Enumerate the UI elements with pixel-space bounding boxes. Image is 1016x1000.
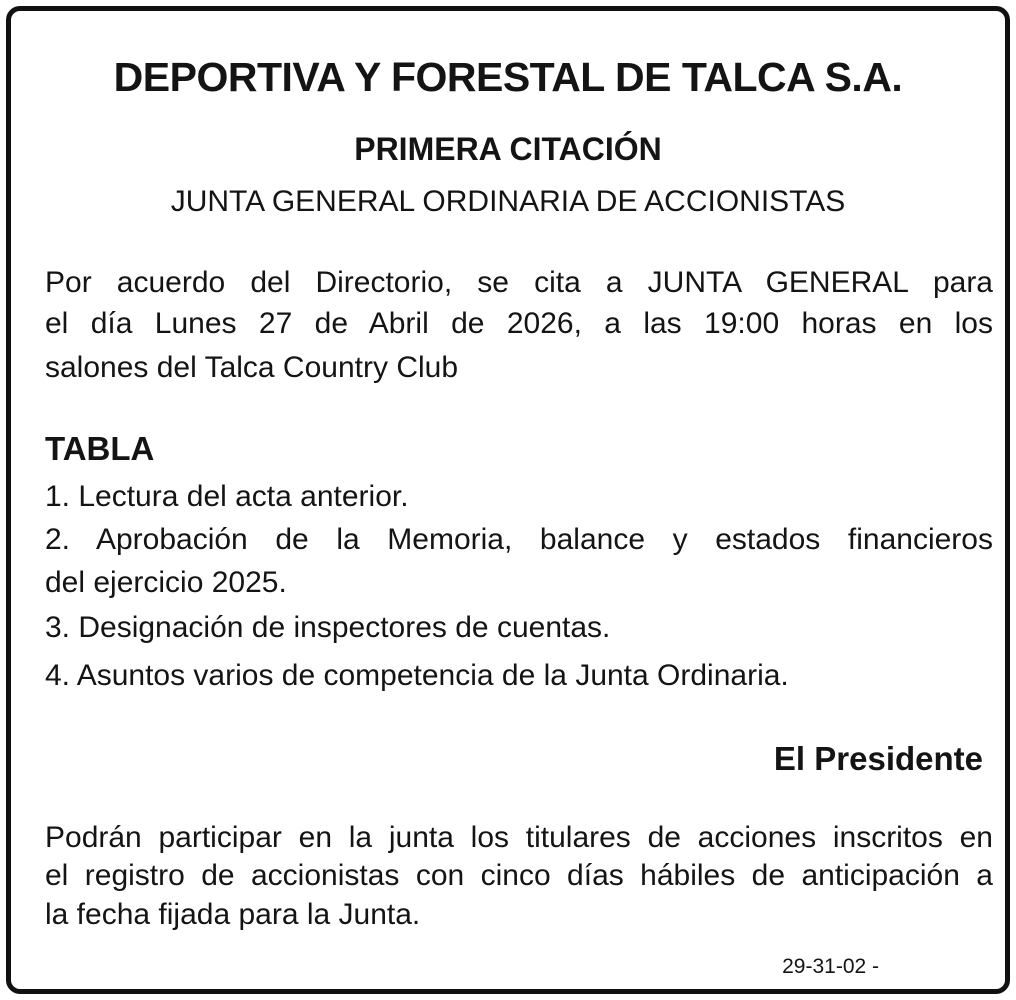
agenda-item: 3. Designación de inspectores de cuentas. <box>45 611 611 644</box>
intro-line: salones del Talca Country Club <box>45 351 459 384</box>
meeting-type: JUNTA GENERAL ORDINARIA DE ACCIONISTAS <box>170 185 846 218</box>
agenda-title: TABLA <box>45 430 155 467</box>
agenda-item: 1. Lectura del acta anterior. <box>45 480 409 513</box>
footer-line: Podrán participar en la junta los titulares de acciones inscritos en <box>45 821 993 854</box>
footer-line: el registro de accionistas con cinco días hábiles de anticipación a <box>45 859 993 892</box>
agenda-item: 2. Aprobación de la Memoria, balance y estados financieros <box>45 523 993 556</box>
agenda-item: 4. Asuntos varios de competencia de la Junta Ordinaria. <box>45 659 789 692</box>
footer-line: la fecha fijada para la Junta. <box>45 898 421 931</box>
agenda-item: del ejercicio 2025. <box>45 566 287 599</box>
intro-line: Por acuerdo del Directorio, se cita a JUNTA GENERAL para <box>45 266 993 299</box>
citation-heading: PRIMERA CITACIÓN <box>354 131 662 167</box>
company-name: DEPORTIVA Y FORESTAL DE TALCA S.A. <box>113 54 903 100</box>
notice-frame <box>6 6 1010 994</box>
intro-line: el día Lunes 27 de Abril de 2026, a las 19:00 horas en los <box>45 307 993 340</box>
publication-code: 29-31-02 - <box>782 955 879 978</box>
signature: El Presidente <box>773 740 983 777</box>
